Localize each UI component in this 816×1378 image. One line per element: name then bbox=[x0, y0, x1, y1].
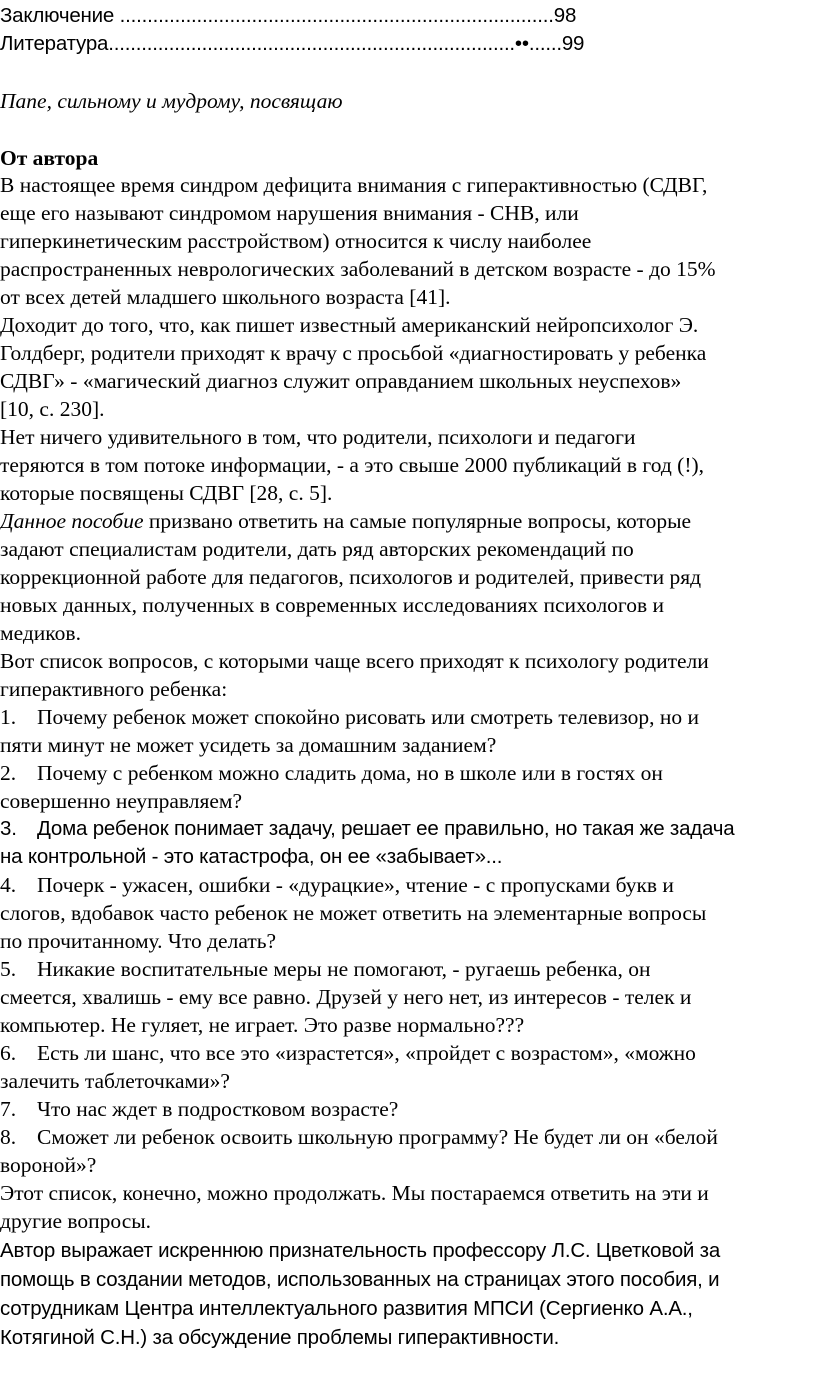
text-line: новых данных, полученных в современных исследованиях психологов и bbox=[0, 593, 665, 617]
list-item-number: 4. bbox=[0, 873, 17, 897]
list-item bbox=[0, 955, 650, 983]
list-item-text: Дома ребенок понимает задачу, решает ее правильно, но такая же задача bbox=[37, 817, 735, 840]
text-line: которые посвящены СДВГ [28, с. 5]. bbox=[0, 481, 333, 505]
list-item bbox=[0, 759, 663, 787]
list-item-number: 2. bbox=[0, 761, 17, 785]
dedication: Папе, сильному и мудрому, посвящаю bbox=[0, 89, 343, 113]
list-item-continuation: вороной»? bbox=[0, 1153, 97, 1177]
list-item-text: Никакие воспитательные меры не помогают, - ругаешь ребенка, он bbox=[37, 957, 651, 981]
text-line: Этот список, конечно, можно продолжать. Мы постараемся ответить на эти и bbox=[0, 1181, 709, 1205]
list-item-number: 6. bbox=[0, 1041, 17, 1065]
list-item-continuation: залечить таблеточками»? bbox=[0, 1069, 230, 1093]
text-line: Голдберг, родители приходят к врачу с просьбой «диагностировать у ребенка bbox=[0, 341, 707, 365]
section-title: От автора bbox=[0, 146, 99, 170]
list-item-number: 5. bbox=[0, 957, 17, 981]
list-item-continuation: пяти минут не может усидеть за домашним заданием? bbox=[0, 733, 497, 757]
text-line: теряются в том потоке информации, - а это свыше 2000 публикаций в год (!), bbox=[0, 453, 705, 477]
manual-italic-phrase: Данное пособие bbox=[0, 509, 144, 533]
list-item-text: Почему ребенок может спокойно рисовать или смотреть телевизор, но и bbox=[37, 705, 699, 729]
list-item-text: Почерк - ужасен, ошибки - «дурацкие», чтение - с пропусками букв и bbox=[37, 873, 674, 897]
acknowledgement-line: Котягиной С.Н.) за обсуждение проблемы гиперактивности. bbox=[0, 1326, 560, 1349]
text-line: задают специалистам родители, дать ряд авторских рекомендаций по bbox=[0, 537, 634, 561]
toc-entry-literature: Литература..........................................................................••......99 bbox=[0, 32, 585, 55]
list-item-continuation: слогов, вдобавок часто ребенок не может ответить на элементарные вопросы bbox=[0, 901, 707, 925]
text-line: медиков. bbox=[0, 621, 81, 645]
list-item bbox=[0, 703, 699, 731]
list-item-text: Есть ли шанс, что все это «израстется», «пройдет с возрастом», «можно bbox=[37, 1041, 696, 1065]
text-line: Доходит до того, что, как пишет известный американский нейропсихолог Э. bbox=[0, 313, 699, 337]
list-item-number: 3. bbox=[0, 817, 17, 840]
text-line: распространенных неврологических заболеваний в детском возрасте - до 15% bbox=[0, 257, 716, 281]
text-line: В настоящее время синдром дефицита внимания с гиперактивностью (СДВГ, bbox=[0, 173, 708, 197]
list-item bbox=[0, 1123, 718, 1151]
acknowledgement-line: сотрудникам Центра интеллектуального развития МПСИ (Сергиенко А.А., bbox=[0, 1297, 693, 1320]
list-item bbox=[0, 1095, 398, 1123]
list-item-number: 8. bbox=[0, 1125, 17, 1149]
list-item-continuation: совершенно неуправляем? bbox=[0, 789, 243, 813]
list-item-number: 1. bbox=[0, 705, 17, 729]
manual-first-line-rest: призвано ответить на самые популярные вопросы, которые bbox=[143, 509, 692, 533]
list-item-number: 7. bbox=[0, 1097, 17, 1121]
list-item-continuation: по прочитанному. Что делать? bbox=[0, 929, 277, 953]
manual-paragraph-first-line bbox=[0, 507, 691, 535]
text-line: Нет ничего удивительного в том, что родители, психологи и педагоги bbox=[0, 425, 636, 449]
toc-entry-conclusion: Заключение ...............................................................................98 bbox=[0, 4, 577, 27]
text-line: еще его называют синдромом нарушения внимания - СНВ, или bbox=[0, 201, 579, 225]
list-item-text: Что нас ждет в подростковом возрасте? bbox=[37, 1097, 399, 1121]
text-line: другие вопросы. bbox=[0, 1209, 152, 1233]
list-item bbox=[0, 871, 674, 899]
list-item-text: Почему с ребенком можно сладить дома, но в школе или в гостях он bbox=[37, 761, 663, 785]
text-line: [10, с. 230]. bbox=[0, 397, 105, 421]
text-line: от всех детей младшего школьного возраста [41]. bbox=[0, 285, 451, 309]
list-item-continuation: смеется, хвалишь - ему все равно. Друзей у него нет, из интересов - телек и bbox=[0, 985, 692, 1009]
acknowledgement-line: помощь в создании методов, использованных на страницах этого пособия, и bbox=[0, 1268, 720, 1291]
acknowledgement-line: Автор выражает искреннюю признательность профессору Л.С. Цветковой за bbox=[0, 1239, 721, 1262]
list-item bbox=[0, 815, 734, 843]
text-line: СДВГ» - «магический диагноз служит оправданием школьных неуспехов» bbox=[0, 369, 682, 393]
text-line: гиперкинетическим расстройством) относится к числу наиболее bbox=[0, 229, 592, 253]
text-line: коррекционной работе для педагогов, психологов и родителей, привести ряд bbox=[0, 565, 702, 589]
list-item-continuation: на контрольной - это катастрофа, он ее «забывает»... bbox=[0, 845, 503, 868]
list-item-continuation: компьютер. Не гуляет, не играет. Это разве нормально??? bbox=[0, 1013, 525, 1037]
text-line: гиперактивного ребенка: bbox=[0, 677, 228, 701]
list-item-text: Сможет ли ребенок освоить школьную программу? Не будет ли он «белой bbox=[37, 1125, 718, 1149]
text-line: Вот список вопросов, с которыми чаще всего приходят к психологу родители bbox=[0, 649, 709, 673]
list-item bbox=[0, 1039, 696, 1067]
